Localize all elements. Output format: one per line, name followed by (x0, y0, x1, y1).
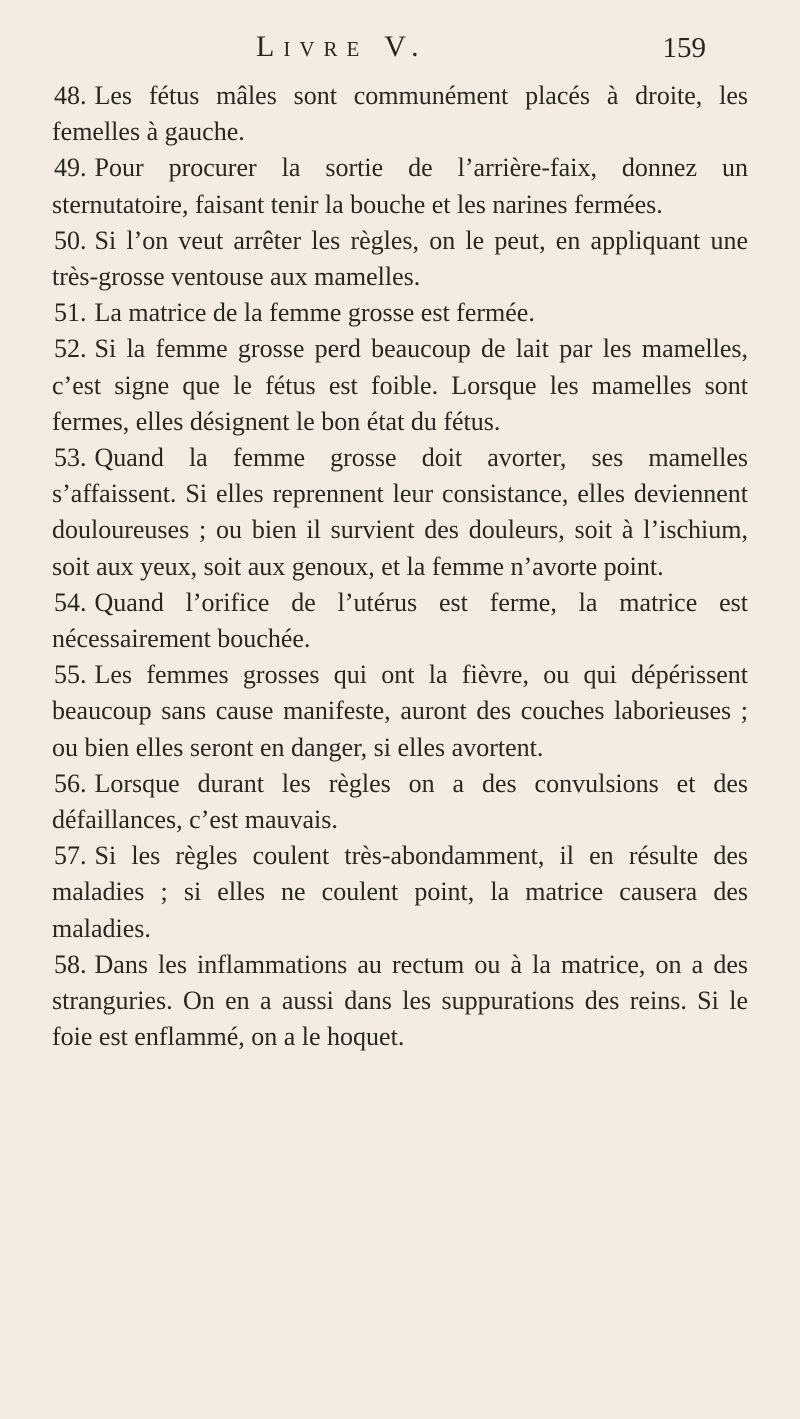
paragraph-number: 54. (54, 587, 87, 617)
paragraph-number: 58. (54, 949, 87, 979)
paragraph-text: Dans les inflammations au rectum ou à la matrice, on a des stranguries. On en a aussi dans les suppurations des reins. Si le foie est enflammé, on a le hoquet. (52, 949, 748, 1052)
paragraph-text: Si l’on veut arrêter les règles, on le peut, en appliquant une très-grosse ventouse aux mamelles. (52, 225, 748, 292)
paragraph-number: 55. (54, 660, 87, 690)
paragraph-49 (52, 150, 748, 222)
paragraph-number: 50. (54, 225, 87, 255)
paragraph-number: 53. (54, 443, 87, 473)
paragraph-text: Lorsque durant les règles on a des convulsions et des défaillances, c’est mauvais. (52, 768, 748, 835)
paragraph-57 (52, 838, 748, 947)
paragraph-48 (52, 78, 748, 150)
paragraph-text: Pour procurer la sortie de l’arrière-faix, donnez un sternutatoire, faisant tenir la bouche et les narines fermées. (52, 153, 748, 219)
paragraph-text: La matrice de la femme grosse est fermée. (94, 298, 535, 328)
page-number: 159 (662, 32, 706, 64)
paragraph-51 (52, 295, 748, 331)
page-header (256, 30, 706, 72)
paragraph-text: Quand l’orifice de l’utérus est ferme, la matrice est nécessairement bouchée. (52, 587, 748, 654)
paragraph-text: Si les règles coulent très-abondamment, il en résulte des maladies ; si elles ne coulent point, la matrice causera des maladies. (52, 841, 748, 943)
running-title: Livre V. (256, 30, 428, 63)
paragraph-number: 48. (54, 81, 87, 110)
paragraph-text: Si la femme grosse perd beaucoup de lait par les mamelles, c’est signe que le fétus est foible. Lorsque les mamelles sont fermes, elles désignent le bon état du fétus. (52, 334, 748, 436)
paragraph-number: 52. (54, 334, 87, 364)
paragraph-55 (52, 657, 748, 766)
paragraph-58 (52, 947, 748, 1056)
paragraph-number: 49. (54, 153, 87, 183)
paragraph-54 (52, 585, 748, 657)
paragraph-number: 56. (54, 768, 87, 798)
paragraph-52 (52, 331, 748, 440)
paragraph-text: Les fétus mâles sont communément placés à droite, les femelles à gauche. (52, 81, 748, 147)
paragraph-text: Les femmes grosses qui ont la fièvre, ou qui dépérissent beaucoup sans cause manifeste, auront des couches laborieuses ; ou bien elles seront en danger, si elles avortent. (52, 660, 748, 762)
paragraph-text: Quand la femme grosse doit avorter, ses mamelles s’affaissent. Si elles reprennent leur consistance, elles deviennent douloureuses ; ou bien il survient des douleurs, soit à l’ischium, soit aux yeux, soit aux genoux, et la femme n’avorte point. (52, 443, 748, 581)
paragraph-56 (52, 766, 748, 838)
paragraph-50 (52, 223, 748, 295)
paragraph-number: 57. (54, 841, 87, 871)
paragraph-53 (52, 440, 748, 585)
paragraph-number: 51. (54, 298, 87, 328)
body-text (52, 78, 748, 1055)
